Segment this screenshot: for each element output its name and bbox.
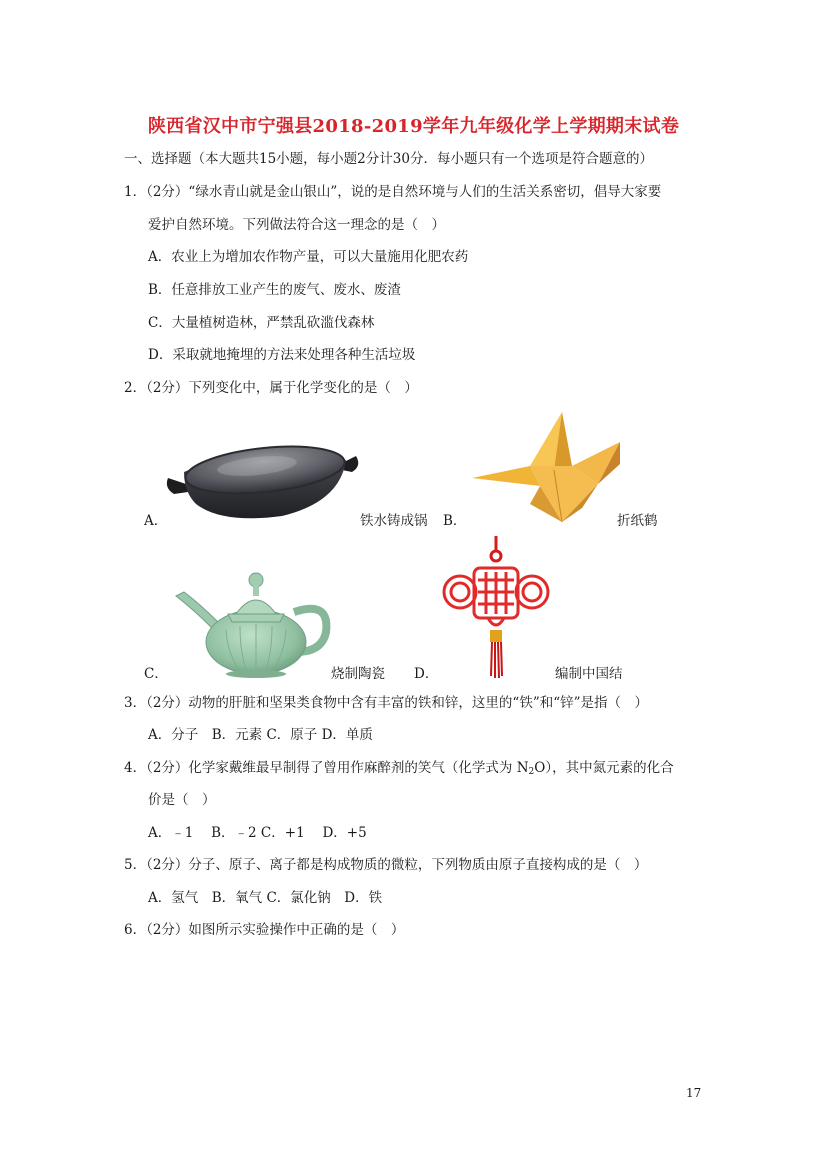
question-3-stem: 3．（2分）动物的肝脏和坚果类食物中含有丰富的铁和锌，这里的“铁”和“锌”是指（ ） xyxy=(124,695,649,711)
option-d-caption: 编制中国结 xyxy=(555,666,623,682)
question-4-stem-part2: O），其中氮元素的化合 xyxy=(534,760,674,776)
iron-wok-image xyxy=(162,432,362,524)
question-1-option-b: B．任意排放工业产生的废气、废水、废渣 xyxy=(148,282,401,298)
question-4-stem-cont: 价是（ ） xyxy=(148,792,216,808)
question-5-options: A．氢气 B．氧气 C．氯化钠 D．铁 xyxy=(148,890,383,906)
formula-subscript: 2 xyxy=(528,767,535,777)
option-b-letter: B． xyxy=(443,513,467,529)
question-1-option-d: D．采取就地掩埋的方法来处理各种生活垃圾 xyxy=(148,347,416,363)
option-c-letter: C． xyxy=(144,666,168,682)
page-title: 陕西省汉中市宁强县2018-2019学年九年级化学上学期期末试卷 xyxy=(147,116,680,137)
chinese-knot-image xyxy=(438,536,554,680)
question-1-stem: 1．（2分）“绿水青山就是金山银山”，说的是自然环境与人们的生活关系密切，倡导大家要 xyxy=(124,184,662,200)
question-1-option-a: A．农业上为增加农作物产量，可以大量施用化肥农药 xyxy=(148,249,469,265)
option-a-caption: 铁水铸成锅 xyxy=(360,513,428,529)
question-4-stem xyxy=(124,759,674,781)
question-1-option-c: C．大量植树造林，严禁乱砍滥伐森林 xyxy=(148,315,375,331)
option-a-letter: A． xyxy=(144,513,168,529)
option-c-caption: 烧制陶瓷 xyxy=(331,666,385,682)
option-d-letter: D． xyxy=(414,666,439,682)
question-4-options: A．﹣1 B．﹣2 C．+1 D．+5 xyxy=(148,825,367,841)
question-5-stem: 5．（2分）分子、原子、离子都是构成物质的微粒，下列物质由原子直接构成的是（ ） xyxy=(124,857,648,873)
question-4-stem-part1: 4．（2分）化学家戴维最早制得了曾用作麻醉剂的笑气（化学式为 N xyxy=(124,760,529,776)
question-3-options: A．分子 B．元素 C．原子 D．单质 xyxy=(148,727,373,743)
option-b-caption: 折纸鹤 xyxy=(617,513,658,529)
page-number: 17 xyxy=(686,1086,702,1100)
question-2-stem: 2．（2分）下列变化中，属于化学变化的是（ ） xyxy=(124,380,418,396)
paper-crane-image xyxy=(470,408,622,526)
question-1-stem-cont: 爱护自然环境。下列做法符合这一理念的是（ ） xyxy=(148,217,445,233)
porcelain-teapot-image xyxy=(170,566,336,678)
question-6-stem: 6．（2分）如图所示实验操作中正确的是（ ） xyxy=(124,922,405,938)
section-heading: 一、选择题（本大题共15小题，每小题2分计30分．每小题只有一个选项是符合题意的） xyxy=(124,151,653,167)
